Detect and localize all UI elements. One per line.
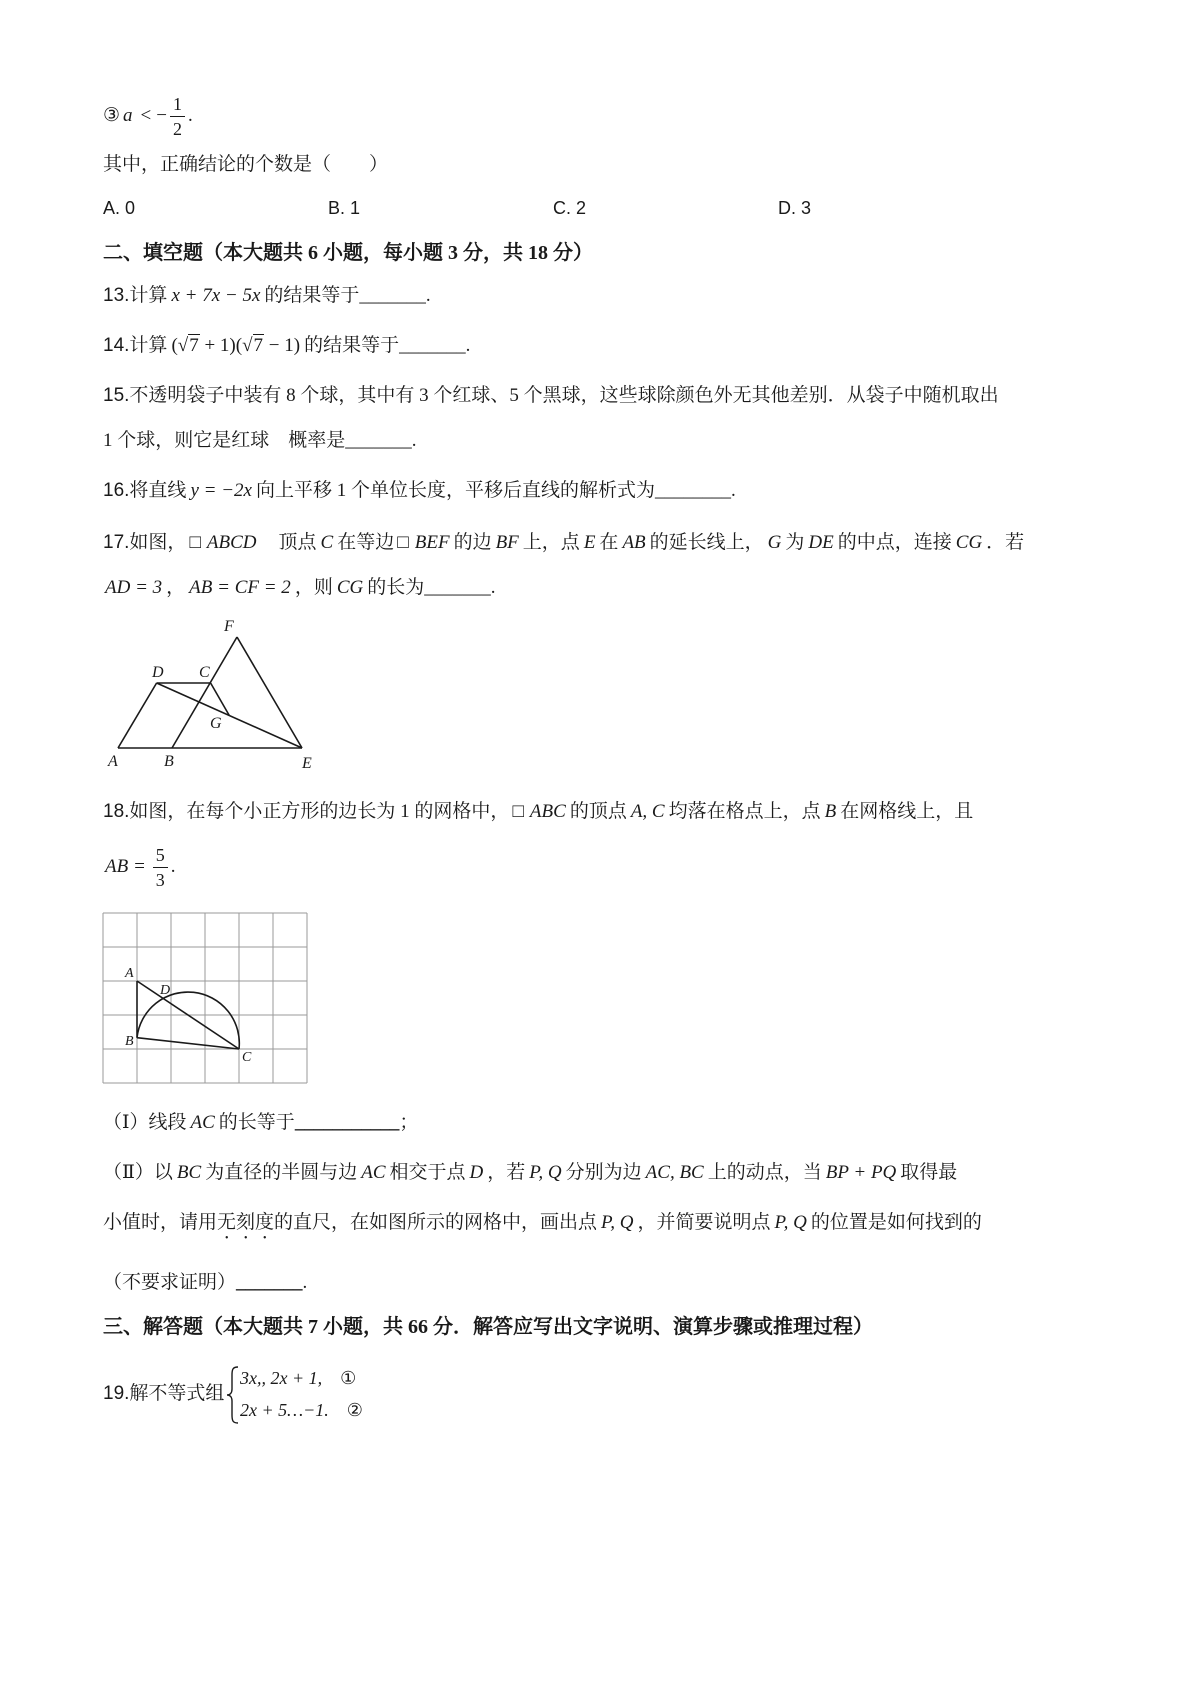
q15-answer-blank: _______ — [345, 430, 412, 451]
minus-sign: − — [156, 104, 167, 126]
fraction-one-half — [170, 94, 185, 139]
q18-part2-bm2: P, Q — [774, 1212, 807, 1233]
q18-number: 18. — [103, 801, 130, 822]
q14-answer-blank: _______ — [399, 335, 466, 356]
label-f: F — [224, 618, 234, 635]
q14-open-paren: ( — [171, 335, 178, 356]
brace-path — [227, 1367, 238, 1423]
q13-period: . — [425, 285, 431, 306]
q17-t4: 的边 — [453, 532, 492, 553]
q15-text-2: 1 个球，则它是红球 概率是 — [103, 430, 346, 451]
q18-part2-a3: 相交于点 — [389, 1162, 466, 1183]
q14-text-1: 计算 — [129, 335, 168, 356]
q17-t11: ， — [166, 577, 186, 598]
q16-text-1: 将直线 — [129, 480, 187, 501]
q12-item3-variable: a — [123, 104, 133, 126]
q18-part2-a1: （Ⅱ）以 — [103, 1162, 173, 1183]
option-c: C. 2 — [553, 198, 587, 218]
q18-part2-am6: BP + PQ — [825, 1162, 897, 1183]
q15-number: 15. — [103, 385, 130, 406]
q17-t8: 为 — [785, 532, 805, 553]
q17-t2: 顶点 — [278, 532, 317, 553]
grid-lines — [103, 913, 307, 1083]
q18-part1-t1: （Ⅰ）线段 — [103, 1112, 187, 1133]
q18-part-1 — [103, 1109, 418, 1137]
label-e: E — [302, 755, 312, 772]
option-b: B. 1 — [328, 198, 361, 218]
q13-text-1: 计算 — [129, 285, 168, 306]
q16-answer-blank: ________ — [654, 480, 731, 501]
q18-part2-a2: 为直径的半圆与边 — [205, 1162, 358, 1183]
section-3-heading: 三、解答题（本大题共 7 小题，共 66 分．解答应写出文字说明、演算步骤或推理过程） — [103, 1316, 873, 1338]
q13-answer-blank: _______ — [359, 285, 426, 306]
q18-part2-am4: P, Q — [529, 1162, 562, 1183]
q14-expression — [171, 335, 300, 356]
q12-item3-period: . — [187, 104, 193, 126]
label-a: A — [125, 966, 134, 981]
q18-part2-a4: ，若 — [487, 1162, 526, 1183]
q12-item3 — [103, 94, 193, 139]
q18-t3: 均落在格点上，点 — [668, 801, 821, 822]
q18-m3: B — [824, 801, 837, 822]
q17-m11: AB = CF = 2 — [189, 577, 291, 598]
q16-expression: y = −2x — [190, 480, 252, 501]
q18-part-2-line-2 — [103, 1209, 982, 1244]
q17-t1: 如图， — [129, 532, 187, 553]
q14 — [103, 332, 470, 360]
q14-middle: + 1)( — [199, 335, 243, 356]
q18-part2-am2: AC — [361, 1162, 386, 1183]
q15-period: . — [411, 430, 417, 451]
q17-m8: DE — [808, 532, 834, 553]
q13-expression: x + 7x − 5x — [171, 285, 261, 306]
label-g: G — [210, 715, 222, 732]
q18-part2-b4: 的位置是如何找到的 — [810, 1212, 982, 1233]
q19-row-2: 2x + 5…−1. — [240, 1400, 329, 1420]
q17-m9: CG — [955, 532, 983, 553]
q17-m6: AB — [622, 532, 646, 553]
q18-line-2 — [101, 845, 176, 890]
q18-t2: 的顶点 — [569, 801, 627, 822]
q18-part2-bm1: P, Q — [601, 1212, 634, 1233]
q19-row-1: 3x,, 2x + 1, — [240, 1368, 323, 1388]
q17-t3: 在等边 — [337, 532, 395, 553]
q13-number: 13. — [103, 285, 130, 306]
q18-part1-answer-blank: ___________ — [294, 1112, 400, 1133]
q17-number: 17. — [103, 532, 130, 553]
q17-m3: BEF — [414, 532, 450, 553]
q18-part2-answer-blank: _______ — [236, 1272, 303, 1293]
q17-t7: 的延长线上， — [649, 532, 764, 553]
q14-radicand-1: 7 — [189, 335, 199, 356]
q18-part2-am1: BC — [176, 1162, 202, 1183]
q18-part2-b1: 小值时，请用 — [103, 1212, 218, 1233]
q14-text-2: 的结果等于 — [304, 335, 400, 356]
q18-m2: A, C — [630, 801, 665, 822]
q14-number: 14. — [103, 335, 130, 356]
q12-prompt: 其中，正确结论的个数是（ ） — [103, 154, 389, 175]
q18-part1-t2: 的长等于 — [218, 1112, 295, 1133]
semicircle-bc — [137, 992, 239, 1049]
q19-text: 解不等式组 — [129, 1383, 225, 1404]
q13-text-2: 的结果等于 — [264, 285, 360, 306]
q17-line-2 — [101, 574, 496, 602]
q18-part-2-line-3 — [103, 1269, 307, 1297]
q18-part1-m1: AC — [190, 1112, 215, 1133]
q16-text-2: 向上平移 1 个单位长度，平移后直线的解析式为 — [255, 480, 655, 501]
q16 — [103, 477, 736, 505]
q16-period: . — [730, 480, 736, 501]
side-f-e — [237, 637, 302, 748]
triangle-symbol: □ — [397, 532, 409, 553]
q19-inequality-2 — [240, 1396, 363, 1424]
q18-m4: AB = — [105, 855, 146, 877]
q17-m2: C — [320, 532, 334, 553]
radical-sign-1: √ — [177, 335, 189, 356]
fraction-numerator: 5 — [153, 845, 168, 868]
q17-m4: BF — [495, 532, 519, 553]
q18-line-1 — [103, 798, 973, 826]
q17-line-1 — [103, 529, 1024, 557]
q18-part-2-line-1 — [103, 1159, 957, 1187]
fraction-denominator: 3 — [155, 870, 165, 890]
q18-part1-end: ； — [399, 1112, 419, 1133]
less-than-sign: < — [140, 104, 152, 126]
q18-part2-end: . — [302, 1272, 308, 1293]
circled-1-marker: ① — [340, 1368, 357, 1388]
q17-period: . — [490, 577, 496, 598]
q18-t4: 在网格线上，且 — [840, 801, 974, 822]
side-b-f — [172, 637, 237, 748]
q18-part2-a6: 上的动点，当 — [707, 1162, 822, 1183]
label-c: C — [199, 664, 210, 681]
q17-m1: ABCD — [206, 532, 257, 553]
figure-18-grid — [102, 912, 310, 1086]
q15-text-1: 不透明袋子中装有 8 个球，其中有 3 个红球、5 个黑球，这些球除颜色外无其他差别．从袋子中随机取出 — [129, 385, 999, 406]
q17-t6: 在 — [599, 532, 619, 553]
option-d: D. 3 — [778, 198, 812, 218]
section-2-heading: 二、填空题（本大题共 6 小题，每小题 3 分，共 18 分） — [103, 242, 593, 264]
q17-m7: G — [767, 532, 782, 553]
q17-t5: 上，点 — [522, 532, 580, 553]
label-d: D — [152, 664, 164, 681]
q17-m10: AD = 3 — [105, 577, 163, 598]
q18-part2-emphasis: 无刻度 — [217, 1212, 275, 1233]
q13 — [103, 282, 431, 310]
fraction-denominator: 2 — [172, 119, 182, 139]
fraction-five-thirds — [153, 845, 168, 890]
q15-line-2 — [103, 427, 417, 455]
label-d: D — [160, 983, 171, 998]
q18-t1: 如图，在每个小正方形的边长为 1 的网格中， — [129, 801, 510, 822]
left-brace — [226, 1366, 240, 1424]
q19-label — [103, 1380, 224, 1408]
label-b: B — [125, 1034, 134, 1049]
q14-period: . — [465, 335, 471, 356]
q17-answer-blank: _______ — [424, 577, 491, 598]
q18-m1: ABC — [529, 801, 566, 822]
option-a: A. 0 — [103, 198, 136, 218]
q18-part2-a7: 取得最 — [900, 1162, 958, 1183]
q17-t12: ，则 — [294, 577, 333, 598]
q14-radicand-2: 7 — [253, 335, 264, 356]
q19-inequality-1 — [240, 1364, 356, 1392]
circled-3-marker: ③ — [103, 104, 121, 126]
q14-close: − 1) — [264, 335, 301, 356]
triangle-symbol: □ — [512, 801, 524, 822]
side-a-d — [118, 683, 157, 748]
q17-t13: 的长为 — [367, 577, 425, 598]
circled-2-marker: ② — [346, 1400, 363, 1420]
q17-t9: 的中点，连接 — [837, 532, 952, 553]
q18-part2-b2: 的直尺，在如图所示的网格中，画出点 — [274, 1212, 598, 1233]
q18-part2-am3: D — [469, 1162, 484, 1183]
q19-number: 19. — [103, 1383, 130, 1404]
q17-t10: ．若 — [986, 532, 1025, 553]
label-a: A — [108, 753, 118, 770]
q17-m12: CG — [336, 577, 364, 598]
q18-part2-am5: AC, BC — [645, 1162, 704, 1183]
radical-sign-2: √ — [242, 335, 253, 356]
q15-line-1 — [103, 382, 999, 410]
parallelogram-symbol: □ — [189, 532, 201, 553]
label-c: C — [242, 1050, 252, 1065]
q18-part2-b3: ，并简要说明点 — [637, 1212, 771, 1233]
q18-part2-c1: （不要求证明） — [103, 1272, 237, 1293]
q18-part2-a5: 分别为边 — [565, 1162, 642, 1183]
label-b: B — [164, 753, 174, 770]
q17-m5: E — [583, 532, 596, 553]
q16-number: 16. — [103, 480, 130, 501]
fraction-numerator: 1 — [170, 94, 185, 117]
figure-17-parallelogram-triangle — [100, 609, 330, 774]
q18-period: . — [170, 855, 176, 877]
